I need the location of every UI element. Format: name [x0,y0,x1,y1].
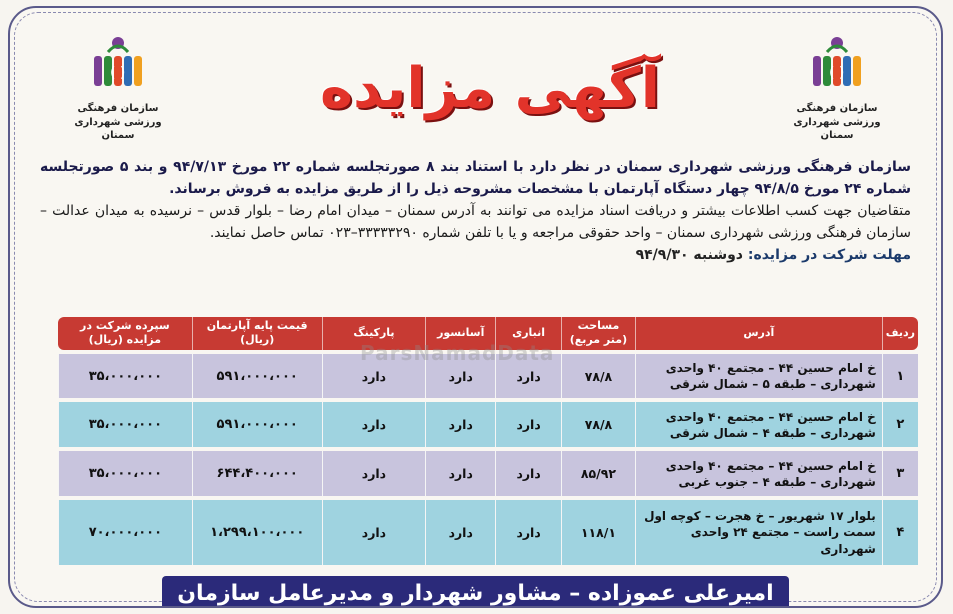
watermark: ParsNamadData [360,341,555,365]
header-address: آدرس [635,317,882,350]
cell-base-price: ۱،۲۹۹،۱۰۰،۰۰۰ [192,500,322,565]
organization-emblem-icon [90,34,146,96]
cell-area: ۷۸/۸ [561,402,635,447]
cell-parking: دارد [322,451,426,496]
cell-parking: دارد [322,402,426,447]
cell-parking: دارد [322,354,426,399]
deadline-line [40,244,911,266]
cell-elevator: دارد [425,354,495,399]
cell-parking: دارد [322,500,426,565]
cell-deposit: ۷۰،۰۰۰،۰۰۰ [58,500,192,565]
cell-row-number: ۲ [882,402,918,447]
signature-banner: امیرعلی عموزاده – مشاور شهردار و مدیرعامل سازمان [162,576,789,608]
cell-area: ۸۵/۹۲ [561,451,635,496]
cell-deposit: ۳۵،۰۰۰،۰۰۰ [58,451,192,496]
organization-logo-right [777,34,897,144]
logo-right-caption: سازمان فرهنگی ورزشی شهرداری سمنان [793,103,881,141]
header-parking: پارکینگ [322,317,426,350]
cell-address: خ امام حسین ۴۴ – مجتمع ۴۰ واحدی شهرداری – طبقه ۵ – شمال شرقی [635,354,882,399]
ad-body [40,156,911,266]
header-area: مساحت (متر مربع) [561,317,635,350]
cell-area: ۱۱۸/۱ [561,500,635,565]
cell-storage: دارد [495,451,561,496]
cell-base-price: ۵۹۱،۰۰۰،۰۰۰ [192,402,322,447]
deadline-value: دوشنبه ۹۴/۹/۳۰ [635,247,743,263]
cell-base-price: ۶۴۴،۴۰۰،۰۰۰ [192,451,322,496]
apartments-table [58,313,918,569]
logo-left-caption: سازمان فرهنگی ورزشی شهرداری سمنان [74,103,162,141]
header-elevator: آسانسور [425,317,495,350]
table-row [58,500,918,565]
table-header-row [58,317,918,350]
contact-paragraph: متقاضیان جهت کسب اطلاعات بیشتر و دریافت اسناد مزایده می توانند به آدرس سمنان – میدان امام رضا – بلوار قدس – نرسیده به میدان عدالت – سازمان فرهنگی ورزشی شهرداری سمنان – واحد حقوقی مراجعه و یا با تلفن شماره ۳۳۳۳۳۲۹۰–۰۲۳ تماس حاصل نمایند. [40,203,911,241]
cell-elevator: دارد [425,402,495,447]
cell-address: بلوار ۱۷ شهریور – خ هجرت – کوچه اول سمت راست – مجتمع ۲۴ واحدی شهرداری [635,500,882,565]
cell-row-number: ۳ [882,451,918,496]
organization-logo-left [58,34,178,144]
cell-base-price: ۵۹۱،۰۰۰،۰۰۰ [192,354,322,399]
ad-title: آگهی مزایده [319,55,661,121]
cell-storage: دارد [495,500,561,565]
svg-text:( ): ( ) [829,65,845,81]
svg-text:( ): ( ) [110,65,126,81]
intro-paragraph: سازمان فرهنگی ورزشی شهرداری سمنان در نظر دارد با استناد بند ۸ صورتجلسه شماره ۲۲ مورخ ۹۴/۷/۱۳ و بند ۵ صورتجلسه شماره ۲۴ مورخ ۹۴/۸/۵ چهار دستگاه آپارتمان با مشخصات مشروحه ذیل را از طریق مزایده به فروش برساند. [40,159,911,197]
deadline-label: مهلت شرکت در مزایده: [747,247,911,263]
cell-address: خ امام حسین ۴۴ – مجتمع ۴۰ واحدی شهرداری – طبقه ۴ – جنوب غربی [635,451,882,496]
cell-deposit: ۳۵،۰۰۰،۰۰۰ [58,354,192,399]
ad-frame [8,6,943,608]
table-row [58,354,918,399]
cell-elevator: دارد [425,500,495,565]
header-storage: انباری [495,317,561,350]
cell-address: خ امام حسین ۴۴ – مجتمع ۴۰ واحدی شهرداری – طبقه ۴ – شمال شرقی [635,402,882,447]
cell-row-number: ۴ [882,500,918,565]
header-deposit: سپرده شرکت در مزایده (ریال) [58,317,192,350]
cell-deposit: ۳۵،۰۰۰،۰۰۰ [58,402,192,447]
header-base-price: قیمت پایه آپارتمان (ریال) [192,317,322,350]
apartments-table-wrapper [58,313,918,569]
cell-elevator: دارد [425,451,495,496]
cell-area: ۷۸/۸ [561,354,635,399]
header-row-number: ردیف [882,317,918,350]
organization-emblem-icon [809,34,865,96]
table-row [58,402,918,447]
cell-storage: دارد [495,402,561,447]
table-row [58,451,918,496]
cell-storage: دارد [495,354,561,399]
cell-row-number: ۱ [882,354,918,399]
